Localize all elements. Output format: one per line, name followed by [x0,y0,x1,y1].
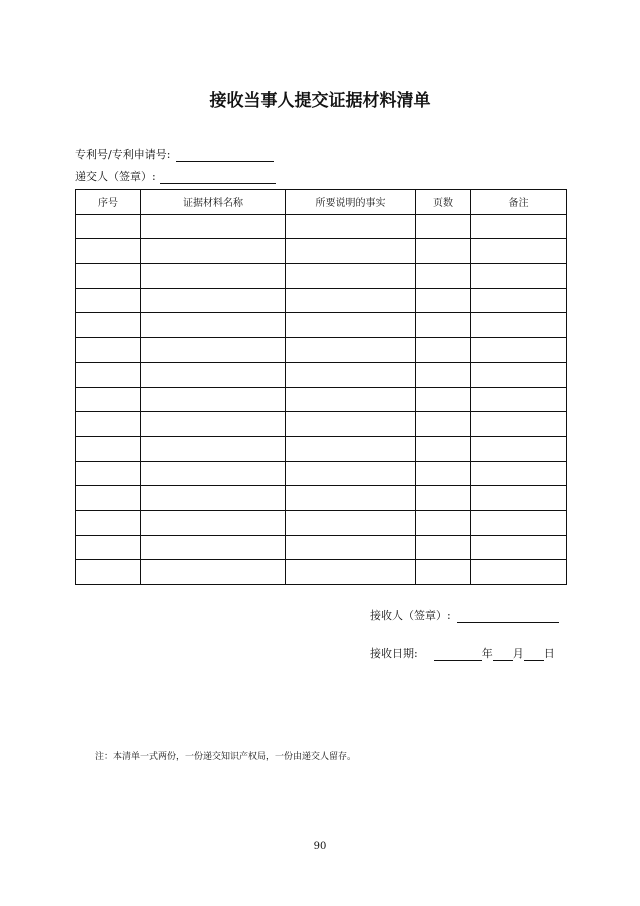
table-cell[interactable] [141,412,286,437]
table-row [76,362,567,387]
table-cell[interactable] [416,461,471,486]
receiver-label: 接收人（签章）: [370,609,451,622]
table-cell[interactable] [76,362,141,387]
day-blank[interactable] [524,648,544,661]
table-cell[interactable] [286,387,416,412]
table-cell[interactable] [471,510,567,535]
table-cell[interactable] [416,338,471,363]
table-cell[interactable] [141,461,286,486]
table-cell[interactable] [471,387,567,412]
table-cell[interactable] [416,362,471,387]
table-cell[interactable] [76,338,141,363]
table-cell[interactable] [141,214,286,239]
header-remarks: 备注 [471,190,567,215]
page-number: 90 [313,841,327,852]
table-cell[interactable] [76,239,141,264]
table-cell[interactable] [141,288,286,313]
table-cell[interactable] [416,560,471,585]
table-cell[interactable] [471,560,567,585]
table-cell[interactable] [286,436,416,461]
table-row [76,288,567,313]
table-cell[interactable] [416,288,471,313]
table-row [76,486,567,511]
evidence-table [75,189,567,585]
table-cell[interactable] [286,264,416,289]
patent-number-field [75,146,274,162]
table-cell[interactable] [416,510,471,535]
table-cell[interactable] [286,510,416,535]
table-cell[interactable] [76,560,141,585]
table-cell[interactable] [471,461,567,486]
document-title: 接收当事人提交证据材料清单 [209,91,431,111]
table-cell[interactable] [141,535,286,560]
table-cell[interactable] [76,288,141,313]
day-label: 日 [543,647,555,660]
table-cell[interactable] [141,560,286,585]
table-cell[interactable] [76,387,141,412]
table-cell[interactable] [141,338,286,363]
header-material-name: 证据材料名称 [141,190,286,215]
year-label: 年 [481,647,493,660]
header-page-count: 页数 [416,190,471,215]
table-cell[interactable] [141,387,286,412]
table-cell[interactable] [471,313,567,338]
table-cell[interactable] [471,338,567,363]
table-cell[interactable] [286,239,416,264]
table-body [76,214,567,584]
table-cell[interactable] [471,436,567,461]
date-label: 接收日期: [370,647,418,660]
table-cell[interactable] [286,214,416,239]
table-cell[interactable] [286,535,416,560]
table-row [76,214,567,239]
table-row [76,338,567,363]
patent-number-blank[interactable] [176,149,274,162]
table-cell[interactable] [416,436,471,461]
table-cell[interactable] [286,486,416,511]
footnote: 注：本清单一式两份，一份递交知识产权局，一份由递交人留存。 [95,752,357,762]
table-cell[interactable] [141,362,286,387]
table-cell[interactable] [416,535,471,560]
table-cell[interactable] [76,214,141,239]
table-header-row [76,190,567,215]
year-blank[interactable] [434,648,482,661]
table-cell[interactable] [141,264,286,289]
table-row [76,510,567,535]
table-row [76,560,567,585]
submitter-field [75,168,276,184]
table-row [76,436,567,461]
table-cell[interactable] [471,214,567,239]
table-row [76,264,567,289]
table-row [76,461,567,486]
table-cell[interactable] [141,486,286,511]
table-cell[interactable] [471,239,567,264]
table-cell[interactable] [286,362,416,387]
month-label: 月 [512,647,524,660]
table-cell[interactable] [471,362,567,387]
table-cell[interactable] [416,412,471,437]
table-cell[interactable] [76,461,141,486]
submitter-signature-blank[interactable] [160,171,276,184]
table-cell[interactable] [141,239,286,264]
table-row [76,239,567,264]
patent-number-label: 专利号/专利申请号: [75,148,171,161]
table-cell[interactable] [76,264,141,289]
table-cell[interactable] [141,313,286,338]
table-cell[interactable] [286,313,416,338]
table-cell[interactable] [141,436,286,461]
table-cell[interactable] [471,264,567,289]
table-cell[interactable] [416,313,471,338]
table-cell[interactable] [76,486,141,511]
table-cell[interactable] [286,338,416,363]
receiver-signature-blank[interactable] [457,610,559,623]
table-row [76,387,567,412]
table-row [76,412,567,437]
table-cell[interactable] [76,510,141,535]
table-row [76,535,567,560]
table-cell[interactable] [471,412,567,437]
table-cell[interactable] [76,436,141,461]
table-cell[interactable] [76,412,141,437]
table-cell[interactable] [286,288,416,313]
table-cell[interactable] [416,486,471,511]
table-cell[interactable] [416,387,471,412]
submitter-label: 递交人（签章）: [75,170,156,183]
receiver-field [370,607,559,623]
header-facts: 所要说明的事实 [286,190,416,215]
table-cell[interactable] [416,214,471,239]
table-cell[interactable] [286,560,416,585]
receive-date-field [370,645,555,661]
table-cell[interactable] [76,535,141,560]
table-cell[interactable] [416,239,471,264]
table-cell[interactable] [286,461,416,486]
table-cell[interactable] [76,313,141,338]
table-row [76,313,567,338]
table-cell[interactable] [286,412,416,437]
table-cell[interactable] [471,486,567,511]
table-cell[interactable] [471,535,567,560]
month-blank[interactable] [493,648,513,661]
table-cell[interactable] [141,510,286,535]
table-cell[interactable] [416,264,471,289]
table-cell[interactable] [471,288,567,313]
header-serial-number: 序号 [76,190,141,215]
